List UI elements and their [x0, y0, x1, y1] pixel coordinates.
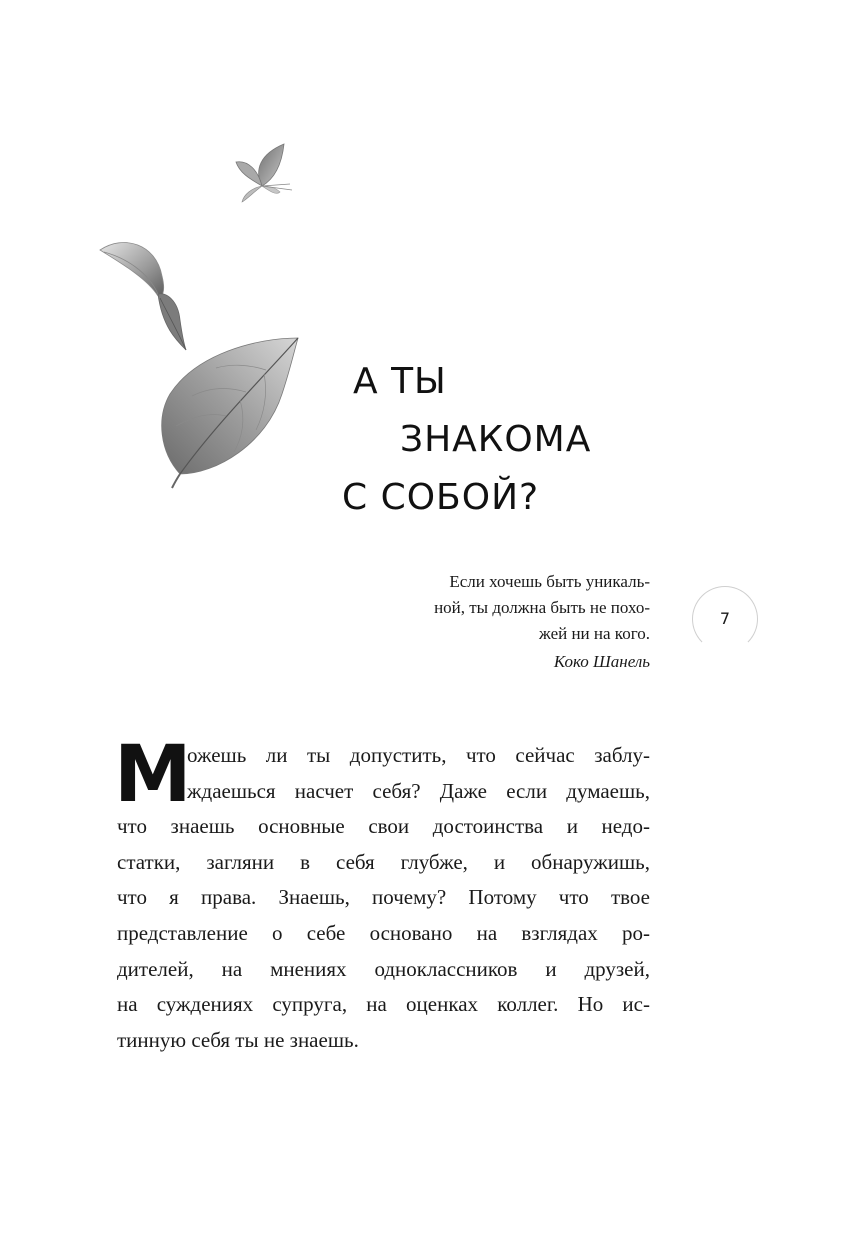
body-line: дителей, на мнениях одноклассников и друзей, [117, 956, 650, 981]
page-number: 7 [719, 609, 731, 628]
epigraph-line: Если хочешь быть уникаль- [449, 572, 650, 591]
epigraph-author: Коко Шанель [553, 652, 650, 671]
body-line: тинную себя ты не знаешь. [117, 1027, 359, 1052]
body-line: статки, загляни в себя глубже, и обнаружишь, [117, 849, 650, 874]
epigraph-line: жей ни на кого. [539, 624, 650, 643]
chapter-title-line-3: С СОБОЙ? [342, 477, 540, 518]
drop-cap: М [114, 730, 192, 820]
body-line: представление о себе основано на взглядах ро- [117, 920, 650, 945]
body-line: что я права. Знаешь, почему? Потому что твое [117, 885, 650, 910]
leaf-large-icon [156, 334, 300, 490]
butterfly-icon [232, 140, 294, 206]
epigraph-line: ной, ты должна быть не похо- [434, 598, 650, 617]
body-line: что знаешь основные свои достоинства и недо- [117, 814, 650, 839]
chapter-title-line-2: ЗНАКОМА [400, 419, 592, 460]
body-line: ожешь ли ты допустить, что сейчас заблу- [187, 743, 650, 767]
chapter-title-line-1: А ТЫ [353, 361, 447, 402]
epigraph [386, 569, 650, 675]
body-paragraph [117, 738, 650, 1058]
body-line: на суждениях супруга, на оценках коллег. Но ис- [117, 992, 650, 1017]
body-line: ждаешься насчет себя? Даже если думаешь, [187, 778, 650, 803]
